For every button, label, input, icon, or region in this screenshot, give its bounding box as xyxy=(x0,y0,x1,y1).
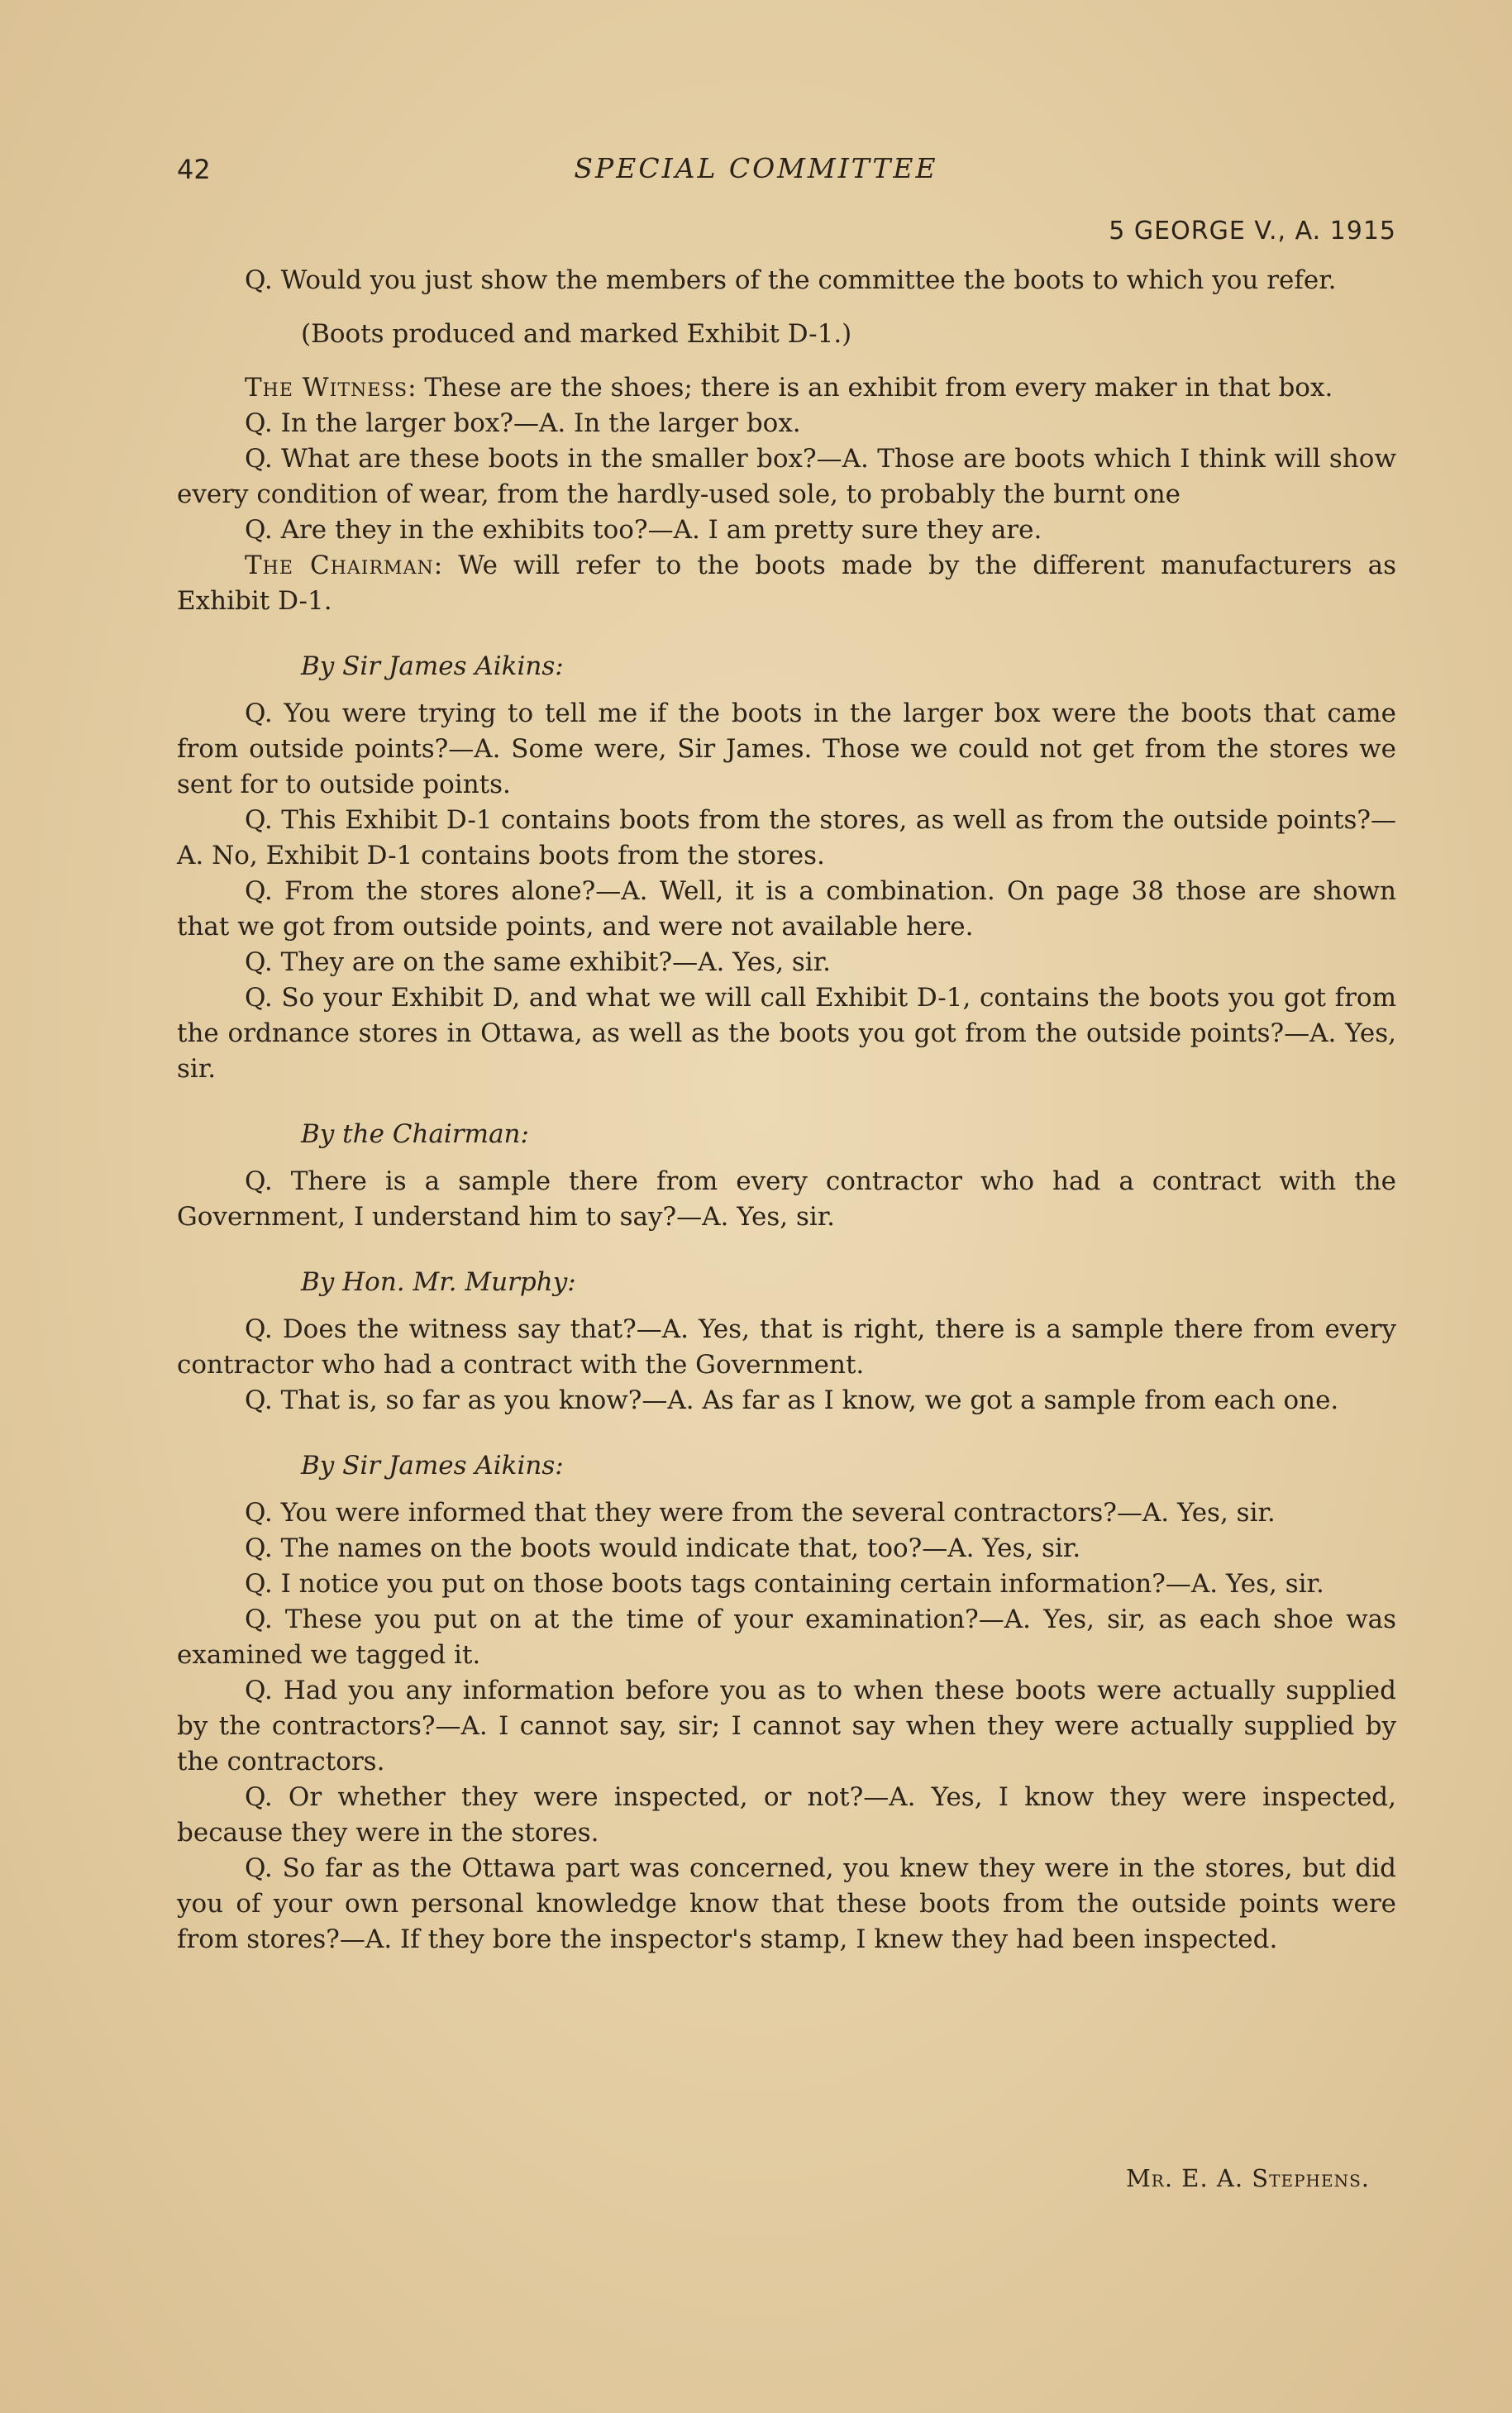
paragraph: Q. Does the witness say that?—A. Yes, that is right, there is a sample there from every contractor who had a contract with the Government. xyxy=(177,1314,1396,1380)
exhibit-note: (Boots produced and marked Exhibit D-1.) xyxy=(301,319,852,349)
paragraph: Q. That is, so far as you know?—A. As far as I know, we got a sample from each one. xyxy=(245,1385,1339,1415)
speaker-name: The Witness xyxy=(245,373,408,403)
paragraph: Q. You were informed that they were from the several contractors?—A. Yes, sir. xyxy=(245,1498,1276,1528)
paragraph: Q. In the larger box?—A. In the larger box. xyxy=(245,408,801,438)
page-number: 42 xyxy=(177,154,211,185)
speaker-text: : These are the shoes; there is an exhibit from every maker in that box. xyxy=(408,373,1333,403)
session-line: 5 GEORGE V., A. 1915 xyxy=(1109,217,1396,246)
next-witness-catchline: Mr. E. A. Stephens. xyxy=(1126,2164,1370,2192)
speaker-text: : We will refer to the boots made by the different manufacturers as Exhibit D-1. xyxy=(177,551,1396,616)
paragraph: Q. The names on the boots would indicate that, too?—A. Yes, sir. xyxy=(245,1533,1081,1563)
transcript-body xyxy=(177,263,1396,1958)
paragraph: Q. Would you just show the members of the committee the boots to which you refer. xyxy=(245,265,1337,295)
paragraph: Q. You were trying to tell me if the boots in the larger box were the boots that came from outside points?—A. Some were, Sir James. Those we could not get from the stores we sent for to outside points. xyxy=(177,699,1396,799)
paragraph: Q. What are these boots in the smaller box?—A. Those are boots which I think will show every condition of wear, from the hardly-used sole, to probably the burnt one xyxy=(177,444,1396,509)
examiner-heading: By Sir James Aikins: xyxy=(301,651,564,681)
paragraph: Q. Are they in the exhibits too?—A. I am pretty sure they are. xyxy=(245,515,1042,545)
running-head: SPECIAL COMMITTEE xyxy=(574,152,938,184)
paragraph: Q. These you put on at the time of your examination?—A. Yes, sir, as each shoe was examined we tagged it. xyxy=(177,1605,1396,1670)
examiner-heading: By the Chairman: xyxy=(301,1119,529,1149)
paragraph: Q. Had you any information before you as to when these boots were actually supplied by the contractors?—A. I cannot say, sir; I cannot say when they were actually supplied by the contractors. xyxy=(177,1676,1396,1776)
paragraph: Q. They are on the same exhibit?—A. Yes, sir. xyxy=(245,947,831,977)
paragraph: Q. So far as the Ottawa part was concerned, you knew they were in the stores, but did you of your own personal knowledge know that these boots from the outside points were from stores?—A. If they bore the inspector's stamp, I knew they had been inspected. xyxy=(177,1853,1396,1954)
paragraph: Q. This Exhibit D-1 contains boots from the stores, as well as from the outside points?—A. No, Exhibit D-1 contains boots from the stores. xyxy=(177,805,1396,870)
examiner-heading: By Hon. Mr. Murphy: xyxy=(301,1267,576,1297)
paragraph: Q. There is a sample there from every contractor who had a contract with the Government, I understand him to say?—A. Yes, sir. xyxy=(177,1166,1396,1232)
paragraph: Q. Or whether they were inspected, or not?—A. Yes, I know they were inspected, because they were in the stores. xyxy=(177,1782,1396,1848)
speaker-name: The Chairman xyxy=(245,551,434,580)
speaker-paragraph xyxy=(177,548,1396,619)
paragraph: Q. I notice you put on those boots tags containing certain information?—A. Yes, sir. xyxy=(245,1569,1324,1599)
paragraph: Q. From the stores alone?—A. Well, it is a combination. On page 38 those are shown that we got from outside points, and were not available here. xyxy=(177,876,1396,942)
speaker-paragraph xyxy=(177,370,1396,406)
examiner-heading: By Sir James Aikins: xyxy=(301,1451,564,1481)
paragraph: Q. So your Exhibit D, and what we will call Exhibit D-1, contains the boots you got from the ordnance stores in Ottawa, as well as the boots you got from the outside points?—A. Yes, sir. xyxy=(177,983,1396,1084)
